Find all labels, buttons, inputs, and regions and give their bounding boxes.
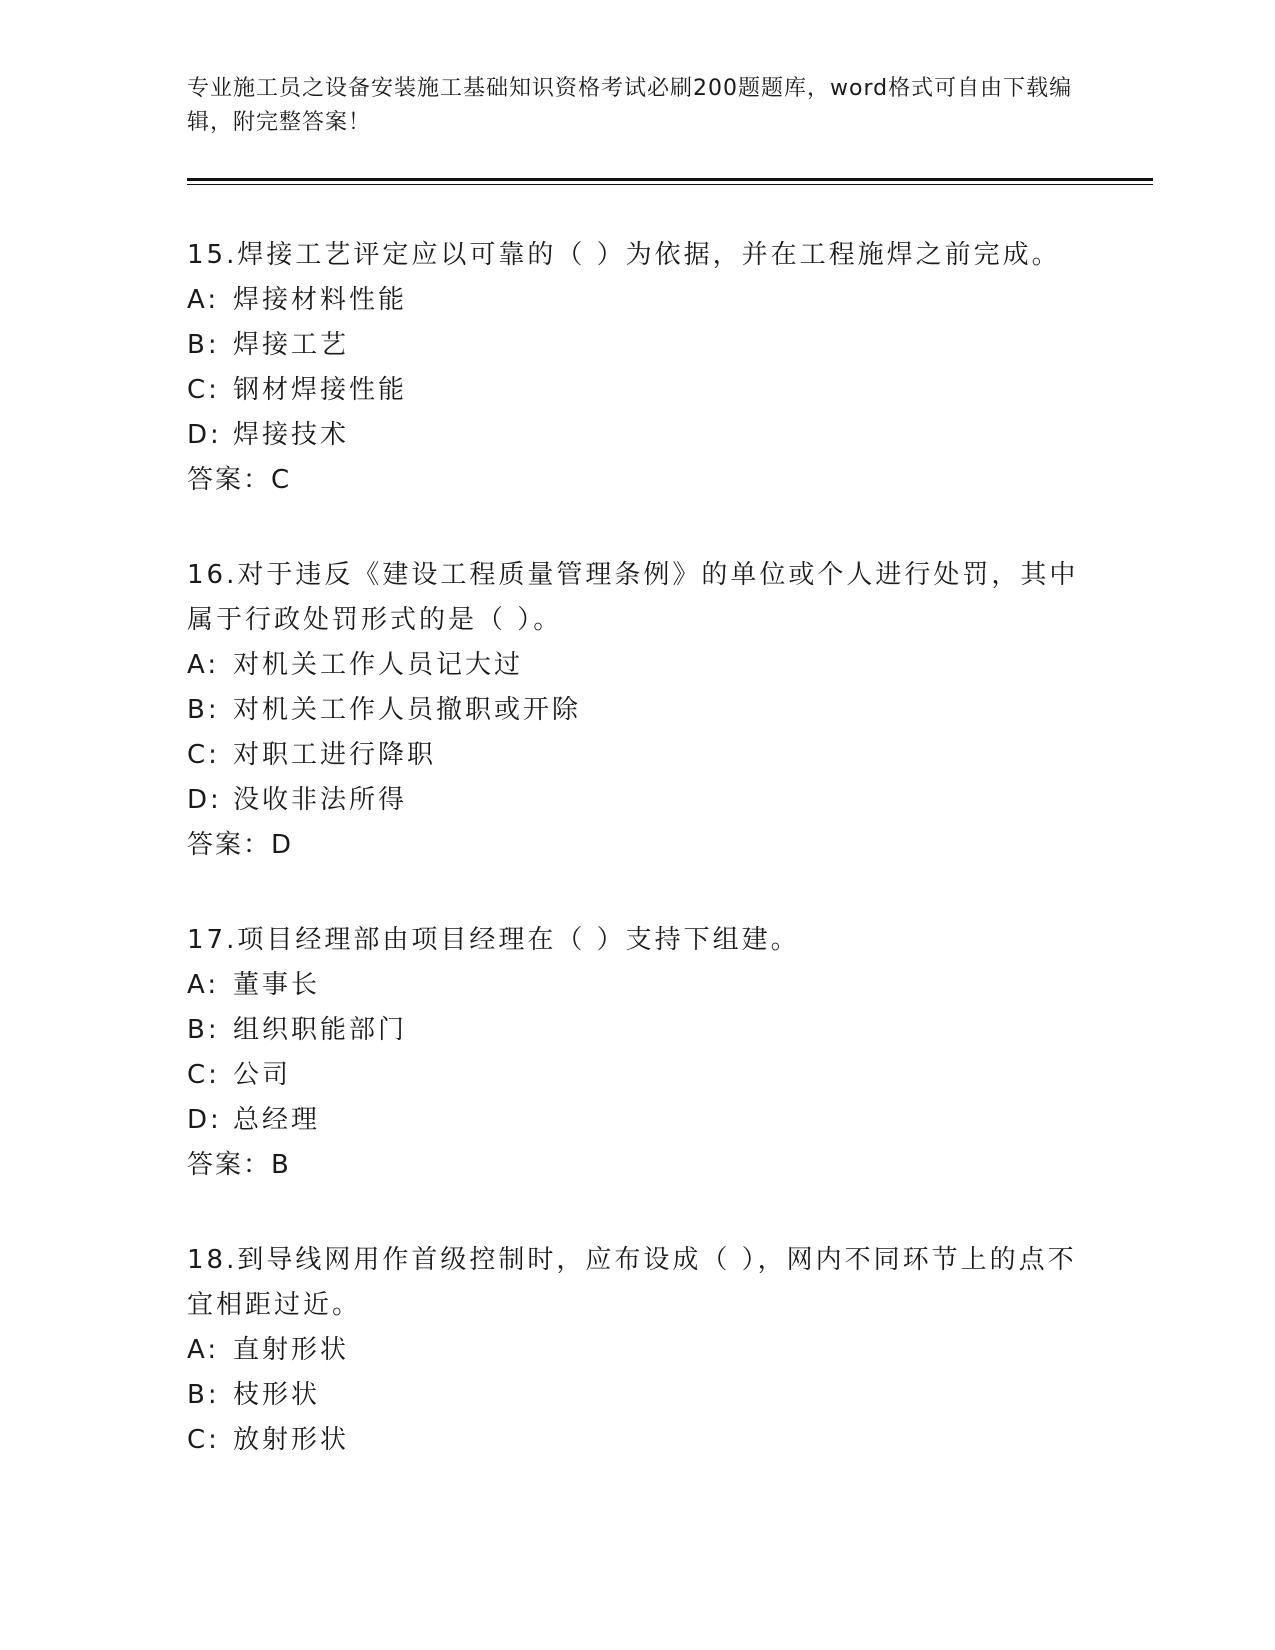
answer-line <box>187 458 1087 503</box>
option-letter: D: <box>187 420 222 450</box>
question-stem: 16.对于违反《建设工程质量管理条例》的单位或个人进行处罚，其中属于行政处罚形式的是（ ）。 <box>187 560 1079 635</box>
option-letter: B: <box>187 695 220 725</box>
option-text: 对机关工作人员撤职或开除 <box>233 695 582 725</box>
option-letter: C: <box>187 1425 220 1455</box>
option-c <box>187 733 1087 778</box>
option-text: 对机关工作人员记大过 <box>233 650 524 680</box>
option-c <box>187 1053 1087 1098</box>
option-b <box>187 1008 1087 1053</box>
option-c <box>187 368 1087 413</box>
option-c <box>187 1418 1087 1463</box>
option-letter: B: <box>187 1380 220 1410</box>
option-text: 焊接工艺 <box>233 330 350 360</box>
option-letter: B: <box>187 1015 220 1045</box>
option-letter: A: <box>187 285 220 315</box>
option-text: 董事长 <box>233 970 321 1000</box>
option-a <box>187 1328 1087 1373</box>
option-letter: A: <box>187 970 220 1000</box>
question-stem: 15.焊接工艺评定应以可靠的（ ）为依据，并在工程施焊之前完成。 <box>187 240 1061 270</box>
option-letter: C: <box>187 740 220 770</box>
option-d <box>187 1098 1087 1143</box>
option-letter: B: <box>187 330 220 360</box>
answer-line <box>187 823 1087 868</box>
option-b <box>187 323 1087 368</box>
option-text: 对职工进行降职 <box>233 740 437 770</box>
option-d <box>187 778 1087 823</box>
question-15 <box>187 233 1087 503</box>
answer-value: D <box>271 830 293 860</box>
question-17 <box>187 918 1087 1188</box>
option-text: 公司 <box>233 1060 292 1090</box>
option-b <box>187 1373 1087 1418</box>
answer-value: C <box>271 465 291 495</box>
header-divider-thick <box>187 178 1153 181</box>
option-text: 枝形状 <box>233 1380 321 1410</box>
option-letter: A: <box>187 650 220 680</box>
question-18 <box>187 1238 1087 1463</box>
option-text: 没收非法所得 <box>233 785 408 815</box>
option-a <box>187 278 1087 323</box>
question-16 <box>187 553 1087 868</box>
answer-label: 答案： <box>187 465 272 495</box>
option-b <box>187 688 1087 733</box>
document-header: 专业施工员之设备安装施工基础知识资格考试必刷200题题库，word格式可自由下载编辑，附完整答案！ <box>187 76 1073 135</box>
option-text: 放射形状 <box>233 1425 350 1455</box>
option-text: 直射形状 <box>233 1335 350 1365</box>
answer-label: 答案： <box>187 1150 272 1180</box>
option-letter: D: <box>187 785 222 815</box>
option-d <box>187 413 1087 458</box>
option-letter: C: <box>187 1060 220 1090</box>
option-a <box>187 643 1087 688</box>
option-text: 总经理 <box>233 1105 321 1135</box>
option-letter: C: <box>187 375 220 405</box>
question-stem: 17.项目经理部由项目经理在（ ）支持下组建。 <box>187 925 800 955</box>
option-text: 焊接材料性能 <box>233 285 408 315</box>
option-a <box>187 963 1087 1008</box>
option-text: 组织职能部门 <box>233 1015 408 1045</box>
option-letter: D: <box>187 1105 222 1135</box>
option-text: 钢材焊接性能 <box>233 375 408 405</box>
header-divider-thin <box>187 184 1153 185</box>
answer-label: 答案： <box>187 830 272 860</box>
answer-line <box>187 1143 1087 1188</box>
option-letter: A: <box>187 1335 220 1365</box>
option-text: 焊接技术 <box>233 420 350 450</box>
question-stem: 18.到导线网用作首级控制时，应布设成（ ），网内不同环节上的点不宜相距过近。 <box>187 1245 1077 1320</box>
answer-value: B <box>271 1150 290 1180</box>
